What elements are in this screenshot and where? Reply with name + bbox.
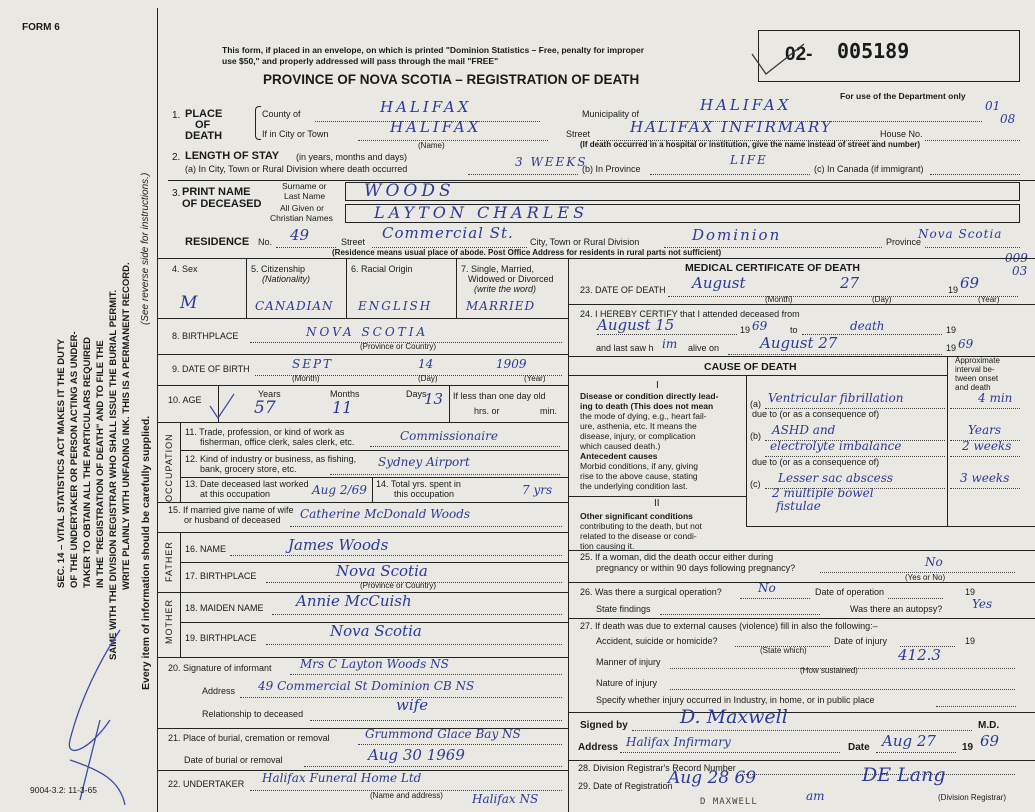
residence-street-label: Street	[341, 237, 366, 247]
dod-year: 69	[960, 274, 980, 292]
signed-label: Signed by	[580, 720, 628, 731]
undertaker-sub: (Name and address)	[370, 791, 443, 800]
given-label1: All Given or	[280, 203, 324, 213]
dept-code-2: 08	[1000, 112, 1016, 126]
house-label: House No.	[880, 129, 923, 139]
municipality-value: HALIFAX	[700, 96, 792, 114]
dept-code-4: 03	[1012, 264, 1028, 278]
mother-birthplace-value: Nova Scotia	[330, 622, 422, 640]
occupation-vert-label: OCCUPATION	[164, 433, 174, 502]
birthplace-label: 8. BIRTHPLACE	[172, 331, 239, 341]
dod-day: 27	[840, 274, 860, 292]
sex-label: 4. Sex	[172, 264, 198, 274]
occ11-value: Commissionaire	[400, 429, 498, 443]
less-day-label1: If less than one day old	[453, 391, 546, 401]
sec2-num: 2.	[172, 152, 181, 163]
hospital-note: (If death occurred in a hospital or institution, give the name instead of street and number)	[580, 140, 921, 149]
reg-date-value: Aug 28 69	[668, 768, 757, 788]
other-label-2: contributing to the death, but not	[580, 521, 702, 531]
residence-province-label: Province	[886, 237, 922, 247]
occ13-label-a: 13. Date deceased last worked	[185, 479, 309, 489]
interval-label-1: Approximate	[955, 356, 1000, 365]
notice-line-2: use $50," and properly addressed will pass through the mail "FREE"	[222, 56, 499, 66]
occ13-value: Aug 2/69	[312, 483, 367, 497]
form-label: FORM 6	[22, 22, 60, 33]
relationship-label: Relationship to deceased	[202, 709, 304, 719]
sec3-label2: OF DECEASED	[182, 198, 262, 210]
reg-number: 005189	[837, 39, 910, 63]
cause-b-interval: Years	[968, 423, 1002, 437]
residence-city-value: Dominion	[692, 226, 782, 244]
sec1-label2: OF	[195, 119, 211, 131]
sign-date-label: Date	[848, 742, 870, 753]
last-saw-value: im	[662, 337, 678, 351]
father-name-label: 16. NAME	[185, 544, 227, 554]
residence-label: RESIDENCE	[185, 236, 250, 248]
father-birthplace-sub: (Province or Country)	[360, 581, 437, 590]
to-year-prefix: 19	[946, 325, 957, 335]
other-label-4: tion causing it.	[580, 541, 635, 551]
disease-label-5: disease, injury, or complication	[580, 431, 696, 441]
residence-no-label: No.	[258, 237, 273, 247]
residence-note: (Residence means usual place of abode. Post Office Address for residents in rural parts not sufficient)	[332, 248, 722, 257]
injury-date-label: Date of injury	[834, 636, 888, 646]
informant-address-value: 49 Commercial St Dominion CB NS	[258, 679, 475, 693]
injury-year-prefix: 19	[965, 636, 976, 646]
dod-day-sub: (Day)	[872, 295, 892, 304]
surname-label2: Last Name	[284, 191, 326, 201]
disease-label-2: ing to death (This does not mean	[580, 401, 714, 411]
stay-province-label: (b) In Province	[582, 164, 641, 174]
stay-city-value: 3 WEEKS	[515, 155, 588, 169]
age-days-label: Days	[406, 389, 427, 399]
dept-code-1: 01	[985, 99, 1001, 113]
cause-b-prefix: (b)	[750, 431, 761, 441]
dod-year-sub: (Year)	[978, 295, 1000, 304]
woman-label-2: pregnancy or within 90 days following pregnancy?	[596, 563, 796, 573]
last-saw-label: and last saw h	[596, 343, 654, 353]
undertaker-label: 22. UNDERTAKER	[168, 779, 245, 789]
father-vert-label: FATHER	[164, 541, 174, 582]
cause-b2-value: electrolyte imbalance	[770, 439, 902, 453]
specify-label: Specify whether injury occurred in Industry, in home, or in public place	[596, 695, 875, 705]
sex-value: M	[180, 293, 198, 313]
mother-vert-label: MOTHER	[164, 599, 174, 644]
side-instruction-1: SEC. 14 – VITAL STATISTICS ACT MAKES IT THE DUTY	[56, 338, 67, 588]
disease-label-6: which caused death.)	[580, 441, 661, 451]
surname-value: WOODS	[364, 181, 455, 201]
dob-month-sub: (Month)	[292, 374, 320, 383]
occ14-value: 7 yrs	[522, 483, 553, 497]
nature-label: Nature of injury	[596, 678, 658, 688]
marital-value: MARRIED	[466, 299, 536, 313]
county-label: County of	[262, 109, 301, 119]
side-instruction-4: IN THE "REGISTRATION OF DEATH" AND TO FILE THE	[95, 340, 106, 588]
county-value: HALIFAX	[380, 98, 472, 116]
occ11-label-a: 11. Trade, profession, or kind of work as	[185, 427, 345, 437]
sign-year-prefix: 19	[962, 742, 974, 753]
occ14-label-a: 14. Total yrs. spent in	[376, 479, 461, 489]
age-years-value: 57	[254, 398, 276, 418]
racial-label: 6. Racial Origin	[351, 264, 413, 274]
op-year-prefix: 19	[965, 587, 976, 597]
dod-month: August	[692, 274, 746, 292]
informant-address-label: Address	[202, 686, 236, 696]
reg-number-label: 28. Division Registrar's Record Number	[578, 763, 736, 773]
given-value: LAYTON CHARLES	[374, 203, 589, 222]
to-label: to	[790, 325, 798, 335]
burial-date-value: Aug 30 1969	[368, 746, 465, 764]
birthplace-sub: (Province or Country)	[360, 342, 437, 351]
reg-date-label: 29. Date of Registration	[578, 781, 673, 791]
name-sub-label: (Name)	[418, 141, 445, 150]
father-name-value: James Woods	[288, 536, 389, 554]
side-instruction-6: WRITE PLAINLY WITH UNFADING INK. THIS IS A PERMANENT RECORD.	[121, 262, 132, 590]
dod-label: 23. DATE OF DEATH	[580, 285, 666, 295]
woman-label-1: 25. If a woman, did the death occur either during	[580, 552, 774, 562]
side-instruction-5: SAME WITH THE DIVISION REGISTRAR WHO SHALL ISSUE THE BURIAL PERMIT.	[108, 289, 119, 660]
cause-a-prefix: (a)	[750, 399, 761, 409]
cause-a-value: Ventricular fibrillation	[768, 391, 904, 405]
age-tick-mark	[208, 392, 238, 422]
cause-c-value: Lesser sac abscess	[778, 471, 894, 485]
stamp-initials: am	[806, 789, 825, 803]
dept-use-label: For use of the Department only	[840, 91, 966, 101]
dept-code-3: 009	[1005, 251, 1028, 265]
sec3-num: 3.	[172, 188, 181, 199]
marital-label2: Widowed or Divorced	[468, 274, 554, 284]
sec1-brace	[255, 106, 261, 140]
spouse-value: Catherine McDonald Woods	[300, 507, 471, 521]
doctor-address-label: Address	[578, 742, 619, 753]
cause-a-interval: 4 min	[978, 391, 1013, 405]
cause-title: CAUSE OF DEATH	[704, 361, 797, 373]
undertaker-address: Halifax NS	[472, 792, 539, 806]
side-instruction-2: OF THE UNDERTAKER OR PERSON ACTING AS UNDER-	[69, 331, 80, 588]
notice-line-1: This form, if placed in an envelope, on which is printed "Dominion Statistics – Free, penalty for improper	[222, 45, 645, 55]
form-title: PROVINCE OF NOVA SCOTIA – REGISTRATION OF DEATH	[263, 72, 640, 87]
disease-label-1: Disease or condition directly lead-	[580, 391, 719, 401]
age-months-value: 11	[332, 398, 353, 417]
yes-no-sub: (Yes or No)	[905, 573, 946, 582]
side-instruction-8: (See reverse side for instructions.)	[140, 172, 151, 325]
disease-label-4: ure, asthenia, etc. It means the	[580, 421, 697, 431]
alive-on-value: August 27	[760, 334, 838, 352]
informant-value: Mrs C Layton Woods NS	[300, 657, 449, 671]
burial-value: Grummond Glace Bay NS	[365, 727, 521, 741]
sec1-label3: DEATH	[185, 130, 223, 142]
less-day-label2: hrs. or	[474, 406, 500, 416]
from-year-prefix: 19	[740, 325, 751, 335]
sec2-sublabel: (in years, months and days)	[296, 152, 408, 162]
cause-c-prefix: (c)	[750, 479, 761, 489]
dob-month: SEPT	[292, 357, 334, 371]
occ11-label-b: fisherman, office clerk, sales clerk, etc.	[200, 437, 355, 447]
age-years-label: Years	[258, 389, 281, 399]
op-date-label: Date of operation	[815, 587, 885, 597]
stay-canada-label: (c) In Canada (if immigrant)	[814, 164, 924, 174]
burial-label: 21. Place of burial, cremation or removal	[168, 733, 330, 743]
sec3-label1: PRINT NAME	[182, 186, 251, 198]
surname-label1: Surname or	[282, 181, 327, 191]
surgery-label: 26. Was there a surgical operation?	[580, 587, 722, 597]
signed-value: D. Maxwell	[680, 706, 788, 728]
street-value: HALIFAX INFIRMARY	[630, 118, 833, 136]
code-value: 412.3	[898, 646, 941, 664]
side-instruction-3: TAKER TO OBTAIN ALL THE PARTICULARS REQUIRED	[82, 336, 93, 588]
dob-year: 1909	[496, 357, 527, 371]
residence-province-value: Nova Scotia	[918, 227, 1003, 241]
father-birthplace-label: 17. BIRTHPLACE	[185, 571, 257, 581]
from-year: 69	[752, 319, 768, 333]
dob-day: 14	[418, 357, 434, 371]
due-to-label-1: due to (or as a consequence of)	[752, 409, 880, 419]
autopsy-label: Was there an autopsy?	[850, 604, 943, 614]
citizenship-label: 5. Citizenship	[251, 264, 306, 274]
interval-label-2: interval be-	[955, 365, 995, 374]
external-label: 27. If death was due to external causes (violence) fill in also the following:–	[580, 621, 878, 631]
sign-year: 69	[980, 732, 1000, 750]
father-birthplace-value: Nova Scotia	[336, 562, 428, 580]
autopsy-value: Yes	[972, 597, 993, 611]
municipality-label: Municipality of	[582, 109, 640, 119]
certify-label: 24. I HEREBY CERTIFY that I attended deceased from	[580, 309, 800, 319]
relationship-value: wife	[396, 696, 429, 714]
doctor-stamp: D MAXWELL	[700, 797, 758, 807]
side-instruction-7: Every item of information should be carefully supplied.	[140, 415, 152, 690]
occ13-label-b: at this occupation	[200, 489, 271, 499]
residence-no-value: 49	[290, 226, 310, 244]
dob-label: 9. DATE OF BIRTH	[172, 364, 250, 374]
to-value: death	[850, 319, 885, 333]
left-frame-line	[157, 8, 158, 812]
due-to-label-2: due to (or as a consequence of)	[752, 457, 880, 467]
antecedent-label-3: rise to the above cause, stating	[580, 471, 698, 481]
citizenship-value: CANADIAN	[255, 299, 334, 313]
alive-year: 69	[958, 337, 974, 351]
given-label2: Christian Names	[270, 213, 333, 223]
age-months-label: Months	[330, 389, 360, 399]
spouse-label-b: or husband of deceased	[184, 515, 281, 525]
given-names-box	[345, 204, 1020, 223]
part-i-label: I	[656, 380, 659, 391]
residence-city-label: City, Town or Rural Division	[530, 237, 640, 247]
registrar-signature: DE Lang	[862, 764, 946, 786]
age-label: 10. AGE	[168, 395, 202, 405]
medical-title: MEDICAL CERTIFICATE OF DEATH	[685, 262, 860, 274]
birthplace-value: NOVA SCOTIA	[306, 325, 429, 339]
undertaker-value: Halifax Funeral Home Ltd	[262, 771, 422, 785]
burial-date-label: Date of burial or removal	[184, 755, 283, 765]
interval-label-3: tween onset	[955, 374, 999, 383]
stay-province-value: LIFE	[730, 153, 768, 167]
state-which-sub: (State which)	[760, 646, 807, 655]
form-code: 9004-3.2: 11-3-65	[30, 785, 97, 795]
alive-on-label: alive on	[688, 343, 720, 353]
from-date: August 15	[597, 316, 675, 334]
antecedent-label-1: Antecedent causes	[580, 451, 658, 461]
sec1-label1: PLACE	[185, 108, 223, 120]
interval-label-4: and death	[955, 383, 991, 392]
check-mark	[748, 40, 808, 80]
cause-b-value: ASHD and	[772, 423, 836, 437]
reg-prefix: 02-	[785, 44, 813, 65]
occ12-value: Sydney Airport	[378, 455, 470, 469]
racial-value: ENGLISH	[358, 299, 433, 313]
occ14-label-b: this occupation	[394, 489, 455, 499]
antecedent-label-4: the underlying condition last.	[580, 481, 688, 491]
stay-city-label: (a) In City, Town or Rural Division where death occurred	[185, 164, 408, 174]
city-label: If in City or Town	[262, 129, 329, 139]
cause-b2-interval: 2 weeks	[962, 439, 1012, 453]
disease-label-3: the mode of dying, e.g., heart fail-	[580, 411, 707, 421]
woman-value: No	[925, 555, 943, 569]
sec1-num: 1.	[172, 110, 181, 121]
manner-label: Manner of injury	[596, 657, 661, 667]
how-sustained-sub: (How sustained)	[800, 666, 858, 675]
occ12-label-b: bank, grocery store, etc.	[200, 464, 297, 474]
dob-day-sub: (Day)	[418, 374, 438, 383]
cause-c-interval: 3 weeks	[960, 471, 1010, 485]
occ12-label-a: 12. Kind of industry or business, as fishing,	[185, 454, 357, 464]
pen-scribble	[60, 620, 140, 810]
sign-date-value: Aug 27	[882, 732, 936, 750]
doctor-address-value: Halifax Infirmary	[626, 735, 731, 749]
alive-year-prefix: 19	[946, 343, 957, 353]
other-label-1: Other significant conditions	[580, 511, 693, 521]
dob-year-sub: (Year)	[524, 374, 546, 383]
surgery-value: No	[758, 581, 776, 595]
state-findings-label: State findings	[596, 604, 651, 614]
mother-name-label: 18. MAIDEN NAME	[185, 603, 264, 613]
mother-birthplace-label: 19. BIRTHPLACE	[185, 633, 257, 643]
dod-month-sub: (Month)	[765, 295, 793, 304]
md-label: M.D.	[978, 720, 1000, 731]
mother-name-value: Annie McCuish	[296, 592, 412, 610]
sec2-label: LENGTH OF STAY	[185, 150, 280, 162]
residence-street-value: Commercial St.	[382, 224, 514, 242]
part-ii-label: II	[654, 498, 660, 509]
spouse-label-a: 15. If married give name of wife	[168, 505, 294, 515]
registrar-sub: (Division Registrar)	[938, 793, 1007, 802]
accident-label: Accident, suicide or homicide?	[596, 636, 718, 646]
cause-c3-value: fistulae	[776, 499, 821, 513]
surname-box	[345, 182, 1020, 201]
cause-c2-value: 2 multiple bowel	[772, 486, 874, 500]
dod-year-prefix: 19	[948, 285, 959, 295]
city-value: HALIFAX	[390, 118, 482, 136]
citizenship-sub: (Nationality)	[262, 274, 311, 284]
age-days-value: 13	[424, 390, 444, 408]
informant-label: 20. Signature of informant	[168, 663, 272, 673]
antecedent-label-2: Morbid conditions, if any, giving	[580, 461, 698, 471]
marital-label3: (write the word)	[474, 284, 537, 294]
other-label-3: related to the disease or condi-	[580, 531, 697, 541]
marital-label1: 7. Single, Married,	[461, 264, 535, 274]
less-day-label3: min.	[540, 406, 558, 416]
street-label: Street	[566, 129, 591, 139]
